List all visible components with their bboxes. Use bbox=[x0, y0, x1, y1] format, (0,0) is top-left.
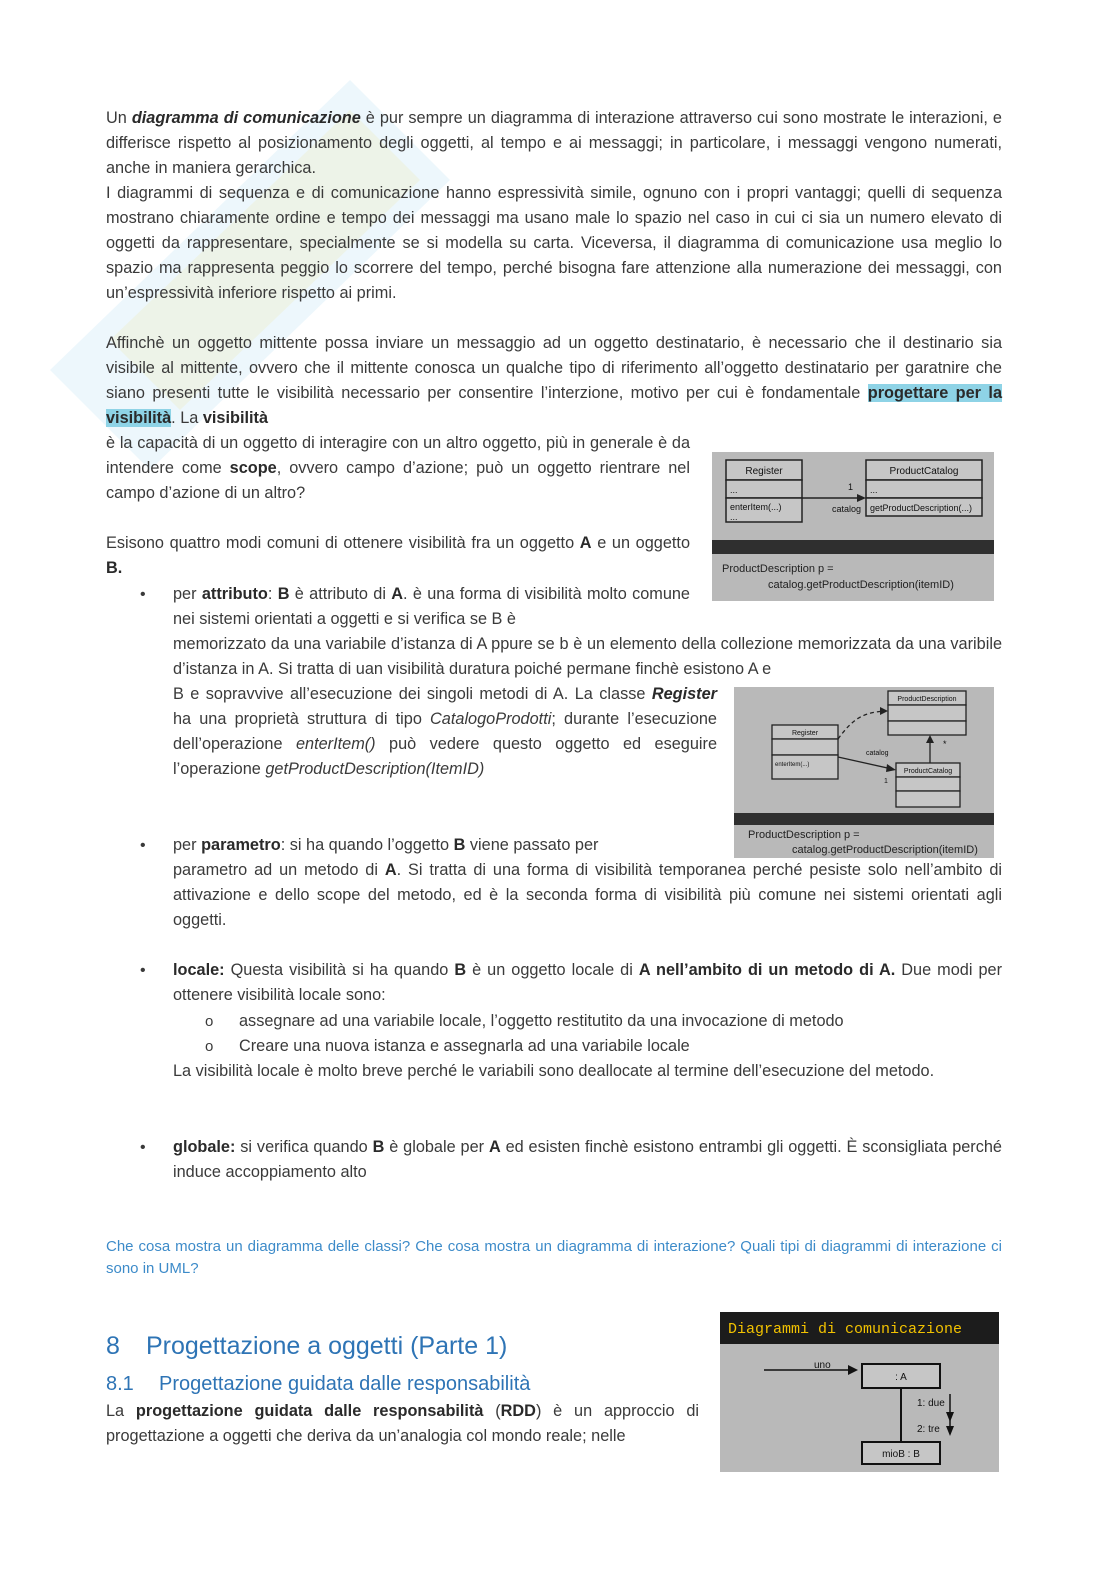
fig1-code-line2: catalog.getProductDescription(itemID) bbox=[768, 579, 954, 591]
fig1-register-label: Register bbox=[745, 466, 783, 477]
bullet-marker: • bbox=[140, 586, 146, 603]
svg-text:2: tre: 2: tre bbox=[917, 1424, 940, 1435]
svg-text:...: ... bbox=[870, 485, 878, 495]
figure-attribute-visibility bbox=[712, 452, 994, 601]
svg-text:...: ... bbox=[730, 485, 738, 495]
svg-text:*: * bbox=[943, 739, 947, 749]
bullet-global: globale: si verifica quando B è globale per A ed esisten finchè esistono entrambi gli oggetti. È sconsigliata perché induce accoppiamento alto bbox=[173, 1138, 1002, 1181]
fig1-catalog-label: ProductCatalog bbox=[889, 466, 959, 477]
bullet-local: locale: Questa visibilità si ha quando B è un oggetto locale di A nell’ambito di un metodo di A. Due modi per ottenere visibilità locale sono: bbox=[173, 961, 1002, 1004]
bullet-local-end: La visibilità locale è molto breve perché le variabili sono deallocate al termine dell’esecuzione del metodo. bbox=[173, 1062, 935, 1080]
svg-text:: A: : A bbox=[895, 1372, 907, 1383]
svg-text:ProductDescription: ProductDescription bbox=[897, 696, 957, 703]
svg-text:Register: Register bbox=[791, 730, 819, 737]
paragraph-visibility-cont: è la capacità di un oggetto di interagire con un altro oggetto, più in generale è da intendere come scope, ovvero campo d’azione; può un oggetto rientrare nel campo d’azione di un altro? bbox=[106, 434, 690, 502]
svg-text:mioB : B: mioB : B bbox=[882, 1449, 920, 1460]
sub-bullet-2: Creare una nuova istanza e assegnarla ad una variabile locale bbox=[239, 1037, 690, 1055]
svg-text:catalog.getProductDescription(: catalog.getProductDescription(itemID) bbox=[792, 844, 978, 856]
svg-text:catalog: catalog bbox=[832, 504, 862, 514]
highlight-visibility-design: progettare per la visibilità bbox=[106, 384, 1003, 427]
paragraph-four-ways: Esisono quattro modi comuni di ottenere visibilità fra un oggetto A e un oggetto B. bbox=[106, 534, 690, 577]
svg-text:...: ... bbox=[730, 512, 738, 522]
svg-text:catalog: catalog bbox=[866, 750, 889, 757]
svg-text:getProductDescription(...): getProductDescription(...) bbox=[870, 503, 973, 513]
heading-chapter-8: 8 Progettazione a oggetti (Parte 1) bbox=[106, 1332, 508, 1360]
bullet-parameter-b: parametro ad un metodo di A. Si tratta di una forma di visibilità temporanea perché pesiste solo nell’ambito di attivazione e dello scope del metodo, ed è la seconda forma di visibilità più comune nei sistemi orientati agli oggetti. bbox=[173, 861, 1002, 929]
bullet-attribute-c: B e sopravvive all’esecuzione dei singoli metodi di A. La classe Register ha una proprietà struttura di tipo CatalogoProdotti; durante l’esecuzione dell’operazione enterItem() può vedere questo oggetto ed eseguire l’operazione getProductDescription(ItemID) bbox=[173, 685, 717, 778]
svg-text:ProductCatalog: ProductCatalog bbox=[903, 768, 953, 775]
svg-text:enterItem(...): enterItem(...) bbox=[730, 502, 782, 512]
svg-text:1: 1 bbox=[884, 778, 888, 785]
bullet-attribute-a: per attributo: B è attributo di A. è una forma di visibilità molto comune nei sistemi orientati a oggetti e si verifica se B è bbox=[173, 585, 690, 628]
figure-communication-diagram bbox=[720, 1312, 999, 1472]
review-question: Che cosa mostra un diagramma delle classi? Che cosa mostra un diagramma di interazione? Quali tipi di diagrammi di interazione ci sono in UML? bbox=[106, 1238, 1002, 1277]
heading-section-8-1: 8.1 Progettazione guidata dalle responsabilità bbox=[106, 1373, 531, 1395]
bullet-parameter-a: per parametro: si ha quando l’oggetto B viene passato per bbox=[173, 836, 599, 854]
paragraph-sequence-vs-communication: I diagrammi di sequenza e di comunicazione hanno espressività simile, ognuno con i propri vantaggi; quelli di sequenza mostrano chiaramente ordine e tempo dei messaggi ma usano male lo spazio nel caso in cui ci sia un numero elevato di oggetti da rappresentare, specialmente se si modella su carta. Viceversa, il diagramma di comunicazione usa meglio lo spazio ma rappresenta peggio lo scorrere del tempo, perché bisogna fare attenzione alla numerazione dei messaggi, con un’espressività inferiore rispetto ai primi. bbox=[106, 184, 1002, 302]
figure-attribute-visibility-2 bbox=[734, 687, 994, 858]
svg-text:ProductDescription p =: ProductDescription p = bbox=[748, 829, 860, 841]
fig1-code-line1: ProductDescription p = bbox=[722, 563, 834, 575]
sub-bullet-1: assegnare ad una variabile locale, l’oggetto restitutito da una invocazione di metodo bbox=[239, 1012, 844, 1030]
paragraph-communication-diagram: Un diagramma di comunicazione è pur sempre un diagramma di interazione attraverso cui sono mostrate le interazioni, e differisce rispetto al posizionamento degli oggetti, al tempo e ai messaggi; in particolare, i messaggi vengono numerati, anche in maniera gerarchica. I diagrammi di sequenza e di comunicazione hanno espressività simile, ognuno con i propri vantaggi; quelli di sequenza mostrano chiaramente ordine e tempo dei messaggi ma usano male lo spazio nel caso in cui ci sia un numero elevato di oggetti da rappresentare, specialmente se si modella su carta. Viceversa, il diagramma di comunicazione usa meglio lo spazio ma rappresenta peggio lo scorrere del tempo, perché bisogna fare attenzione alla numerazione dei messaggi, con un’espressività inferiore rispetto ai primi. bbox=[106, 106, 1002, 306]
sub-bullet-marker: o bbox=[205, 1038, 214, 1055]
svg-text:1: 1 bbox=[848, 482, 854, 492]
paragraph-visibility: Affinchè un oggetto mittente possa inviare un messaggio ad un oggetto destinatario, è necessario che il destinario sia visibile al mittente, ovvero che il mittente conosca un qualche tipo di riferimento all’oggetto destinatario per garatnire che siano presenti tutte le visibilità necessario per consentire l’interzione, motivo per cui è fondamentale progettare per la visibilità. La visibilità bbox=[106, 334, 1003, 427]
bullet-marker: • bbox=[140, 837, 146, 854]
bullet-attribute-b: memorizzato da una variabile d’istanza di A ppure se b è un elemento della collezione memorizzata da una varibile d’istanza in A. Si tratta di uan visibilità duratura poiché permane finchè esistono A e bbox=[173, 635, 1002, 678]
svg-text:1: due: 1: due bbox=[917, 1398, 945, 1409]
bullet-marker: • bbox=[140, 1139, 146, 1156]
fig3-title: Diagrammi di comunicazione bbox=[728, 1321, 963, 1338]
sub-bullet-marker: o bbox=[205, 1013, 214, 1030]
bullet-marker: • bbox=[140, 962, 146, 979]
svg-text:enterItem(...): enterItem(...) bbox=[775, 762, 810, 768]
svg-text:uno: uno bbox=[814, 1360, 831, 1371]
paragraph-rdd: La progettazione guidata dalle responsabilità (RDD) è un approccio di progettazione a oggetti che deriva da un’analogia col mondo reale; nelle bbox=[106, 1402, 700, 1445]
